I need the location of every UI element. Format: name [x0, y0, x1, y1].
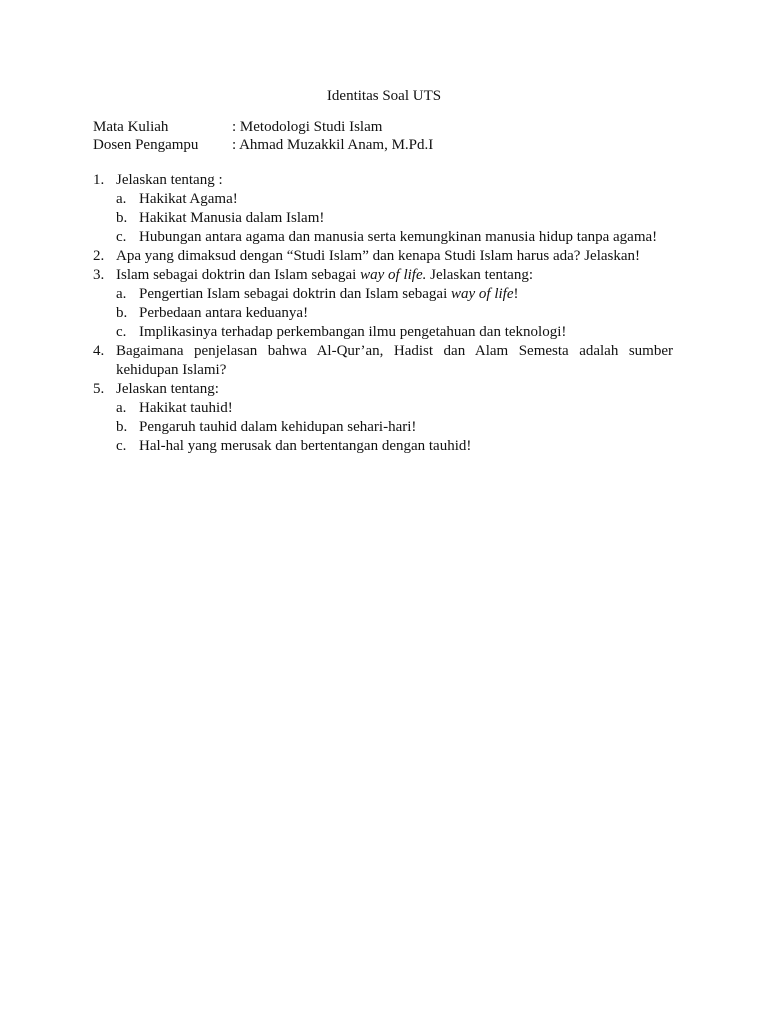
sub-letter: a. — [116, 286, 127, 302]
sub-text: Hal-hal yang merusak dan bertentangan dengan tauhid! — [139, 438, 472, 454]
sub-text: Implikasinya terhadap perkembangan ilmu pengetahuan dan teknologi! — [139, 324, 567, 340]
question-number: 3. — [93, 267, 105, 283]
question-number: 2. — [93, 248, 105, 264]
sub-letter: b. — [116, 419, 128, 435]
question-text-italic: way of life. — [360, 267, 427, 283]
lecturer-row — [93, 136, 433, 154]
question-text: Jelaskan tentang: — [116, 381, 219, 397]
sub-text: Hakikat Agama! — [139, 191, 238, 207]
sub-letter: b. — [116, 305, 128, 321]
lecturer-label: Dosen Pengampu — [93, 137, 199, 153]
lecturer-value: : Ahmad Muzakkil Anam, M.Pd.I — [232, 137, 434, 153]
question-number: 1. — [93, 172, 105, 188]
question-text-part: Islam sebagai doktrin dan Islam sebagai — [116, 267, 361, 283]
document-title: Identitas Soal UTS — [326, 88, 442, 104]
sub-text — [139, 285, 519, 304]
sub-text: Pengaruh tauhid dalam kehidupan sehari-hari! — [139, 419, 417, 435]
question-number: 4. — [93, 343, 105, 359]
sub-letter: a. — [116, 191, 127, 207]
question-text: Jelaskan tentang : — [116, 172, 223, 188]
sub-text-part: Pengertian Islam sebagai doktrin dan Islam sebagai — [139, 286, 451, 302]
question-text-part: Jelaskan tentang: — [426, 267, 533, 283]
course-row — [93, 118, 433, 136]
sub-text-italic: way of life — [451, 286, 514, 302]
question-text: Apa yang dimaksud dengan “Studi Islam” dan kenapa Studi Islam harus ada? Jelaskan! — [116, 248, 641, 264]
question-text — [116, 266, 673, 285]
sub-text: Hakikat Manusia dalam Islam! — [139, 210, 325, 226]
sub-text: Perbedaan antara keduanya! — [139, 305, 309, 321]
sub-text: Hubungan antara agama dan manusia serta kemungkinan manusia hidup tanpa agama! — [139, 229, 658, 245]
sub-text-part: ! — [513, 286, 519, 302]
sub-letter: c. — [116, 229, 127, 245]
course-value: : Metodologi Studi Islam — [232, 119, 383, 135]
sub-letter: c. — [116, 324, 127, 340]
question-text: Bagaimana penjelasan bahwa Al-Qur’an, Hadist dan Alam Semesta adalah sumber kehidupan Islami? — [116, 343, 673, 378]
sub-text: Hakikat tauhid! — [139, 400, 233, 416]
sub-letter: b. — [116, 210, 128, 226]
question-number: 5. — [93, 381, 105, 397]
course-label: Mata Kuliah — [93, 119, 169, 135]
course-info — [93, 118, 433, 154]
sub-letter: c. — [116, 438, 127, 454]
sub-letter: a. — [116, 400, 127, 416]
